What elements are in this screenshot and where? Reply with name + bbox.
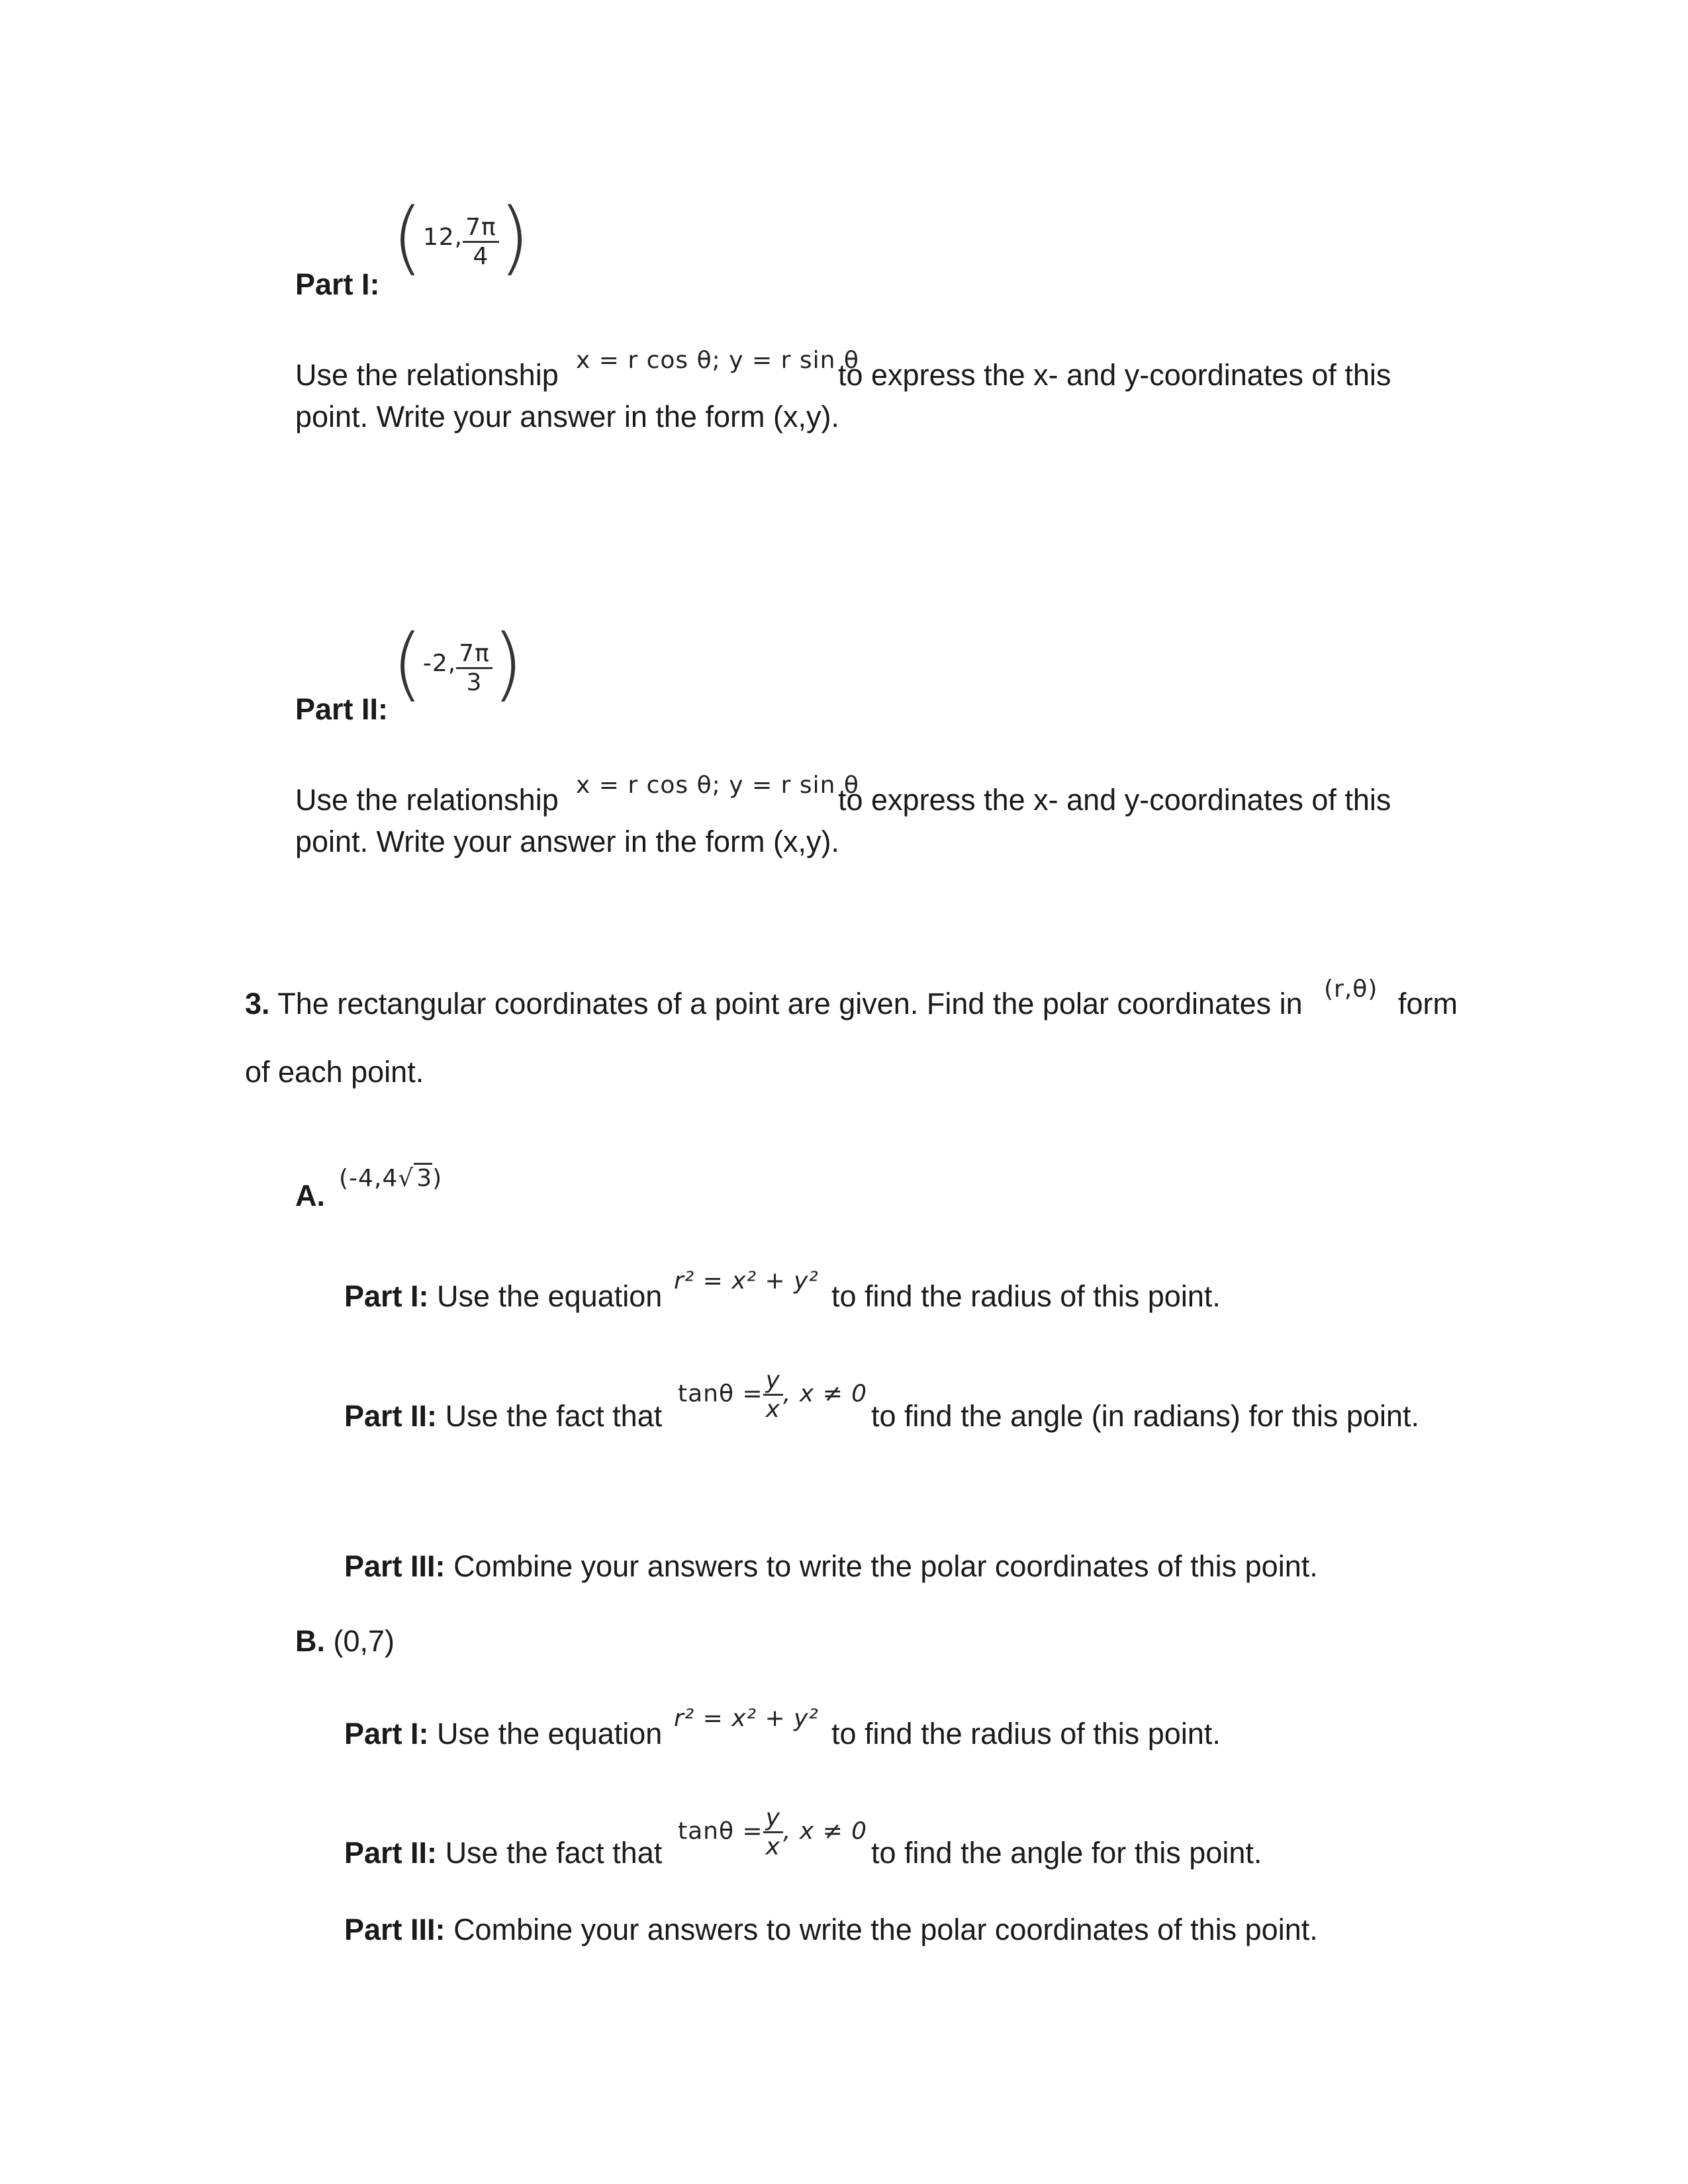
sqrt-icon: √	[398, 1165, 414, 1192]
point-angle-fraction: $\frac{7\pi}{4}$	[463, 214, 499, 270]
item-label-b: B.	[295, 1624, 325, 1658]
polar-point-2: (-2, $\frac{7\pi}{3}$ )	[392, 618, 524, 710]
polar-form-symbol: (r,θ)	[1324, 976, 1378, 1003]
point-angle-fraction: $\frac{7\pi}{3}$	[456, 640, 492, 696]
point-r: -2,	[422, 650, 457, 677]
rect-point-b: (0,7)	[333, 1624, 395, 1658]
relationship-formula: x = r cos θ; y = r sin θ	[576, 772, 859, 799]
part-label: Part II:	[295, 692, 389, 726]
part-label: Part I:	[295, 267, 380, 301]
radius-equation: r² = x² + y²	[674, 1705, 819, 1732]
instruction-line: Use the relationship	[295, 783, 559, 817]
instruction-line: Use the relationship	[295, 358, 559, 392]
polar-point-1: (12, $\frac{7\pi}{4}$ )	[392, 192, 530, 284]
point-r: 12,	[422, 224, 463, 251]
relationship-formula: x = r cos θ; y = r sin θ	[576, 347, 859, 374]
radius-equation: r² = x² + y²	[674, 1267, 819, 1295]
rect-point-a: (-4,4√ 3)	[339, 1165, 442, 1192]
item-label-a: A.	[295, 1179, 325, 1212]
tangent-equation: tanθ = $\frac{y}{x}$ , x ≠ 0	[678, 1367, 868, 1423]
worksheet-page: (12, $\frac{7\pi}{4}$ ) Part I: Use the relationship x = r cos θ; y = r sin θ to express the x- and y-coordinates of this point. Write your answer in the form (x,y). (-2, $\frac{7\pi}{3}$ ) Part II: Use the relationship x = r cos θ; y = r sin θ to express the x- and y-coordinates of this point. Write your answer in the form (x,y). 3. The rectangular coordinates of a point are given. Find the polar coordinates in (r,θ) form of each point. A. (-4,4√ 3) Part I: Use the equation r² = x² + y² to find the radius of this point. tanθ = $\frac{y}{x}$ , x ≠ 0 Part II: Use the fact that to find the angle (in radians) for this point. Part III: Combine your answers to write the polar coordinates of this point. B. (0,7) Part I: Use the equation r² = x² + y² to find the radius of this point. tanθ = $\frac{y}{x}$ , x ≠ 0 Part II: Use the fact that to find the angle for this point. Part III: Combine your answers to write the polar coordinates of this point.	[245, 192, 1458, 1946]
problem-3-statement: 3. The rectangular coordinates of a point are given. Find the polar coordinates in	[245, 987, 1303, 1021]
tangent-equation: tanθ = $\frac{y}{x}$ , x ≠ 0	[678, 1804, 868, 1860]
